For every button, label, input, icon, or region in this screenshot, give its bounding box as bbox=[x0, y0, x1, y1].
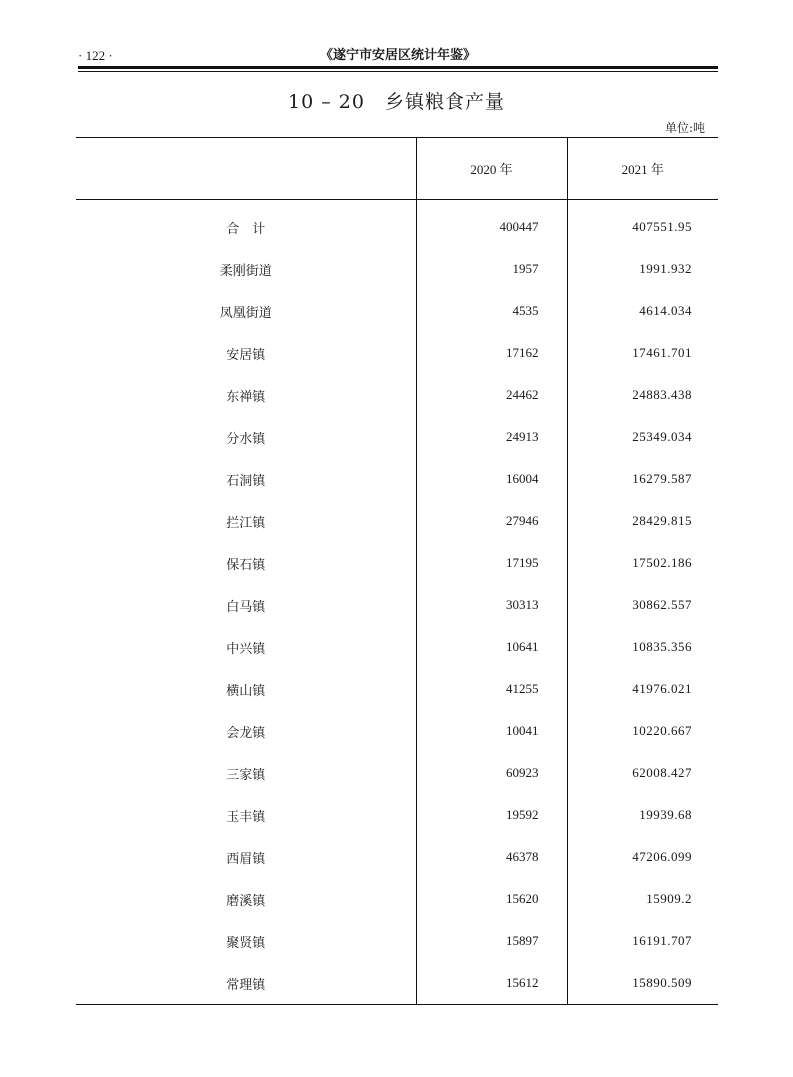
row-value-2020: 4535 bbox=[416, 290, 567, 332]
row-value-2020: 17195 bbox=[416, 542, 567, 584]
table-row bbox=[76, 290, 718, 332]
column-header-2020: 2020 年 bbox=[416, 138, 567, 200]
header-rule-thick bbox=[78, 66, 718, 69]
table-row bbox=[76, 200, 718, 249]
table-row bbox=[76, 248, 718, 290]
row-value-2020: 60923 bbox=[416, 752, 567, 794]
row-value-2021: 16279.587 bbox=[567, 458, 718, 500]
row-value-2021: 41976.021 bbox=[567, 668, 718, 710]
row-value-2020: 27946 bbox=[416, 500, 567, 542]
row-value-2020: 41255 bbox=[416, 668, 567, 710]
row-name: 石洞镇 bbox=[226, 473, 266, 489]
table-row bbox=[76, 374, 718, 416]
row-name: 西眉镇 bbox=[226, 851, 266, 867]
row-value-2021: 16191.707 bbox=[567, 920, 718, 962]
row-name: 常理镇 bbox=[226, 977, 266, 993]
row-value-2020: 24913 bbox=[416, 416, 567, 458]
table-row bbox=[76, 332, 718, 374]
row-value-2020: 46378 bbox=[416, 836, 567, 878]
row-value-2021: 19939.68 bbox=[567, 794, 718, 836]
row-name: 安居镇 bbox=[226, 347, 266, 363]
row-value-2021: 17502.186 bbox=[567, 542, 718, 584]
table-row bbox=[76, 752, 718, 794]
row-value-2021: 407551.95 bbox=[567, 200, 718, 249]
row-name: 凤凰街道 bbox=[219, 305, 272, 321]
row-value-2021: 4614.034 bbox=[567, 290, 718, 332]
column-header-name bbox=[76, 138, 416, 200]
table-row bbox=[76, 458, 718, 500]
row-name: 东禅镇 bbox=[226, 389, 266, 405]
book-title: 《遂宁市安居区统计年鉴》 bbox=[319, 48, 476, 63]
row-value-2021: 24883.438 bbox=[567, 374, 718, 416]
row-value-2021: 15909.2 bbox=[567, 878, 718, 920]
table-row bbox=[76, 710, 718, 752]
row-value-2020: 10041 bbox=[416, 710, 567, 752]
row-name: 三家镇 bbox=[226, 767, 266, 783]
table-row bbox=[76, 542, 718, 584]
row-value-2020: 15620 bbox=[416, 878, 567, 920]
row-value-2020: 24462 bbox=[416, 374, 567, 416]
row-value-2020: 15897 bbox=[416, 920, 567, 962]
table-row bbox=[76, 920, 718, 962]
row-name: 分水镇 bbox=[226, 431, 266, 447]
row-name: 拦江镇 bbox=[226, 515, 266, 531]
row-value-2020: 19592 bbox=[416, 794, 567, 836]
page-number: · 122 · bbox=[78, 48, 113, 63]
table-body bbox=[76, 200, 718, 1005]
row-name: 玉丰镇 bbox=[226, 809, 266, 825]
row-name: 磨溪镇 bbox=[226, 893, 266, 909]
table-row bbox=[76, 668, 718, 710]
row-value-2021: 47206.099 bbox=[567, 836, 718, 878]
running-header bbox=[78, 46, 718, 66]
unit-label: 单位:吨 bbox=[664, 121, 705, 135]
row-value-2021: 10835.356 bbox=[567, 626, 718, 668]
table-row bbox=[76, 836, 718, 878]
row-name: 保石镇 bbox=[226, 557, 266, 573]
grain-output-table bbox=[76, 137, 718, 1005]
row-value-2021: 1991.932 bbox=[567, 248, 718, 290]
row-value-2020: 16004 bbox=[416, 458, 567, 500]
row-value-2020: 10641 bbox=[416, 626, 567, 668]
row-name: 白马镇 bbox=[226, 599, 266, 615]
table-row bbox=[76, 878, 718, 920]
row-value-2020: 15612 bbox=[416, 962, 567, 1005]
row-value-2021: 28429.815 bbox=[567, 500, 718, 542]
table-title: 10 – 20 乡镇粮食产量 bbox=[288, 91, 505, 113]
row-value-2021: 30862.557 bbox=[567, 584, 718, 626]
row-value-2021: 17461.701 bbox=[567, 332, 718, 374]
row-name: 聚贤镇 bbox=[226, 935, 266, 951]
table-header-row bbox=[76, 138, 718, 200]
table-row bbox=[76, 500, 718, 542]
row-name: 柔刚街道 bbox=[219, 263, 272, 279]
row-value-2021: 10220.667 bbox=[567, 710, 718, 752]
row-value-2020: 400447 bbox=[416, 200, 567, 249]
row-name: 会龙镇 bbox=[226, 725, 266, 741]
table-row bbox=[76, 626, 718, 668]
row-value-2021: 62008.427 bbox=[567, 752, 718, 794]
row-name: 横山镇 bbox=[226, 683, 266, 699]
table-row bbox=[76, 584, 718, 626]
row-name: 合 计 bbox=[226, 221, 266, 237]
table-row bbox=[76, 794, 718, 836]
table-row bbox=[76, 962, 718, 1005]
row-value-2021: 25349.034 bbox=[567, 416, 718, 458]
header-rule-thin bbox=[78, 71, 718, 72]
row-value-2021: 15890.509 bbox=[567, 962, 718, 1005]
row-value-2020: 30313 bbox=[416, 584, 567, 626]
row-name: 中兴镇 bbox=[226, 641, 266, 657]
column-header-2021: 2021 年 bbox=[567, 138, 718, 200]
row-value-2020: 17162 bbox=[416, 332, 567, 374]
table-row bbox=[76, 416, 718, 458]
row-value-2020: 1957 bbox=[416, 248, 567, 290]
